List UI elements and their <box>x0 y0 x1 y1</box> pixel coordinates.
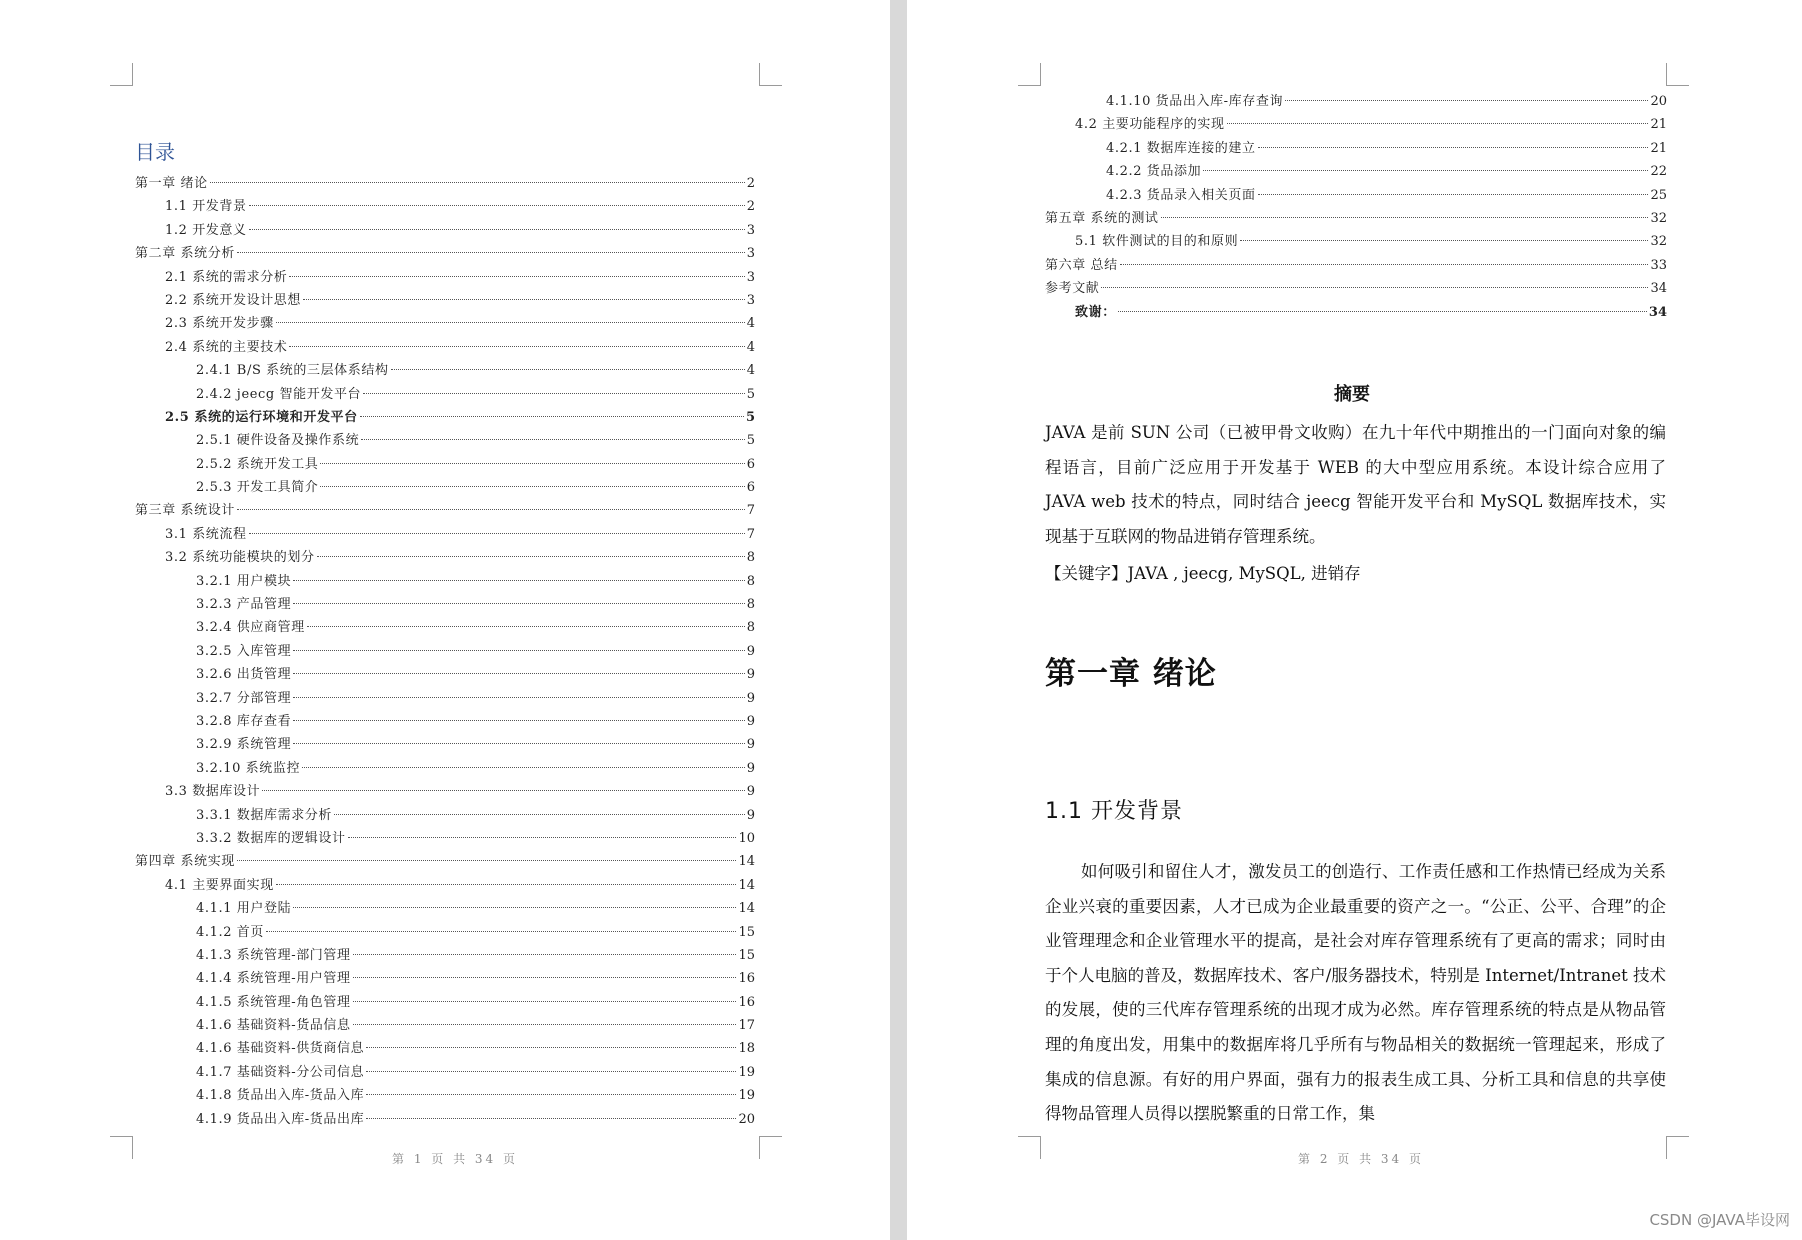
toc-entry[interactable] <box>135 710 755 733</box>
toc-entry[interactable] <box>135 593 755 616</box>
toc-dot-leader <box>1101 287 1648 288</box>
crop-mark <box>1018 1136 1041 1159</box>
toc-entry[interactable] <box>135 383 755 406</box>
toc-entry[interactable] <box>135 359 755 382</box>
toc-entry-title: 第六章 总结 <box>1045 257 1118 273</box>
toc-entry-title: 参考文献 <box>1045 281 1100 297</box>
toc-dot-leader <box>1227 123 1649 124</box>
toc-entry-page: 3 <box>746 222 755 238</box>
toc-dot-leader <box>293 907 736 908</box>
toc-dot-leader <box>293 603 745 604</box>
toc-entry-page: 9 <box>746 690 755 706</box>
toc-entry-page: 9 <box>746 713 755 729</box>
section-heading: 1.1 开发背景 <box>1045 799 1183 824</box>
toc-dot-leader <box>293 697 745 698</box>
abstract-text: JAVA 是前 SUN 公司（已被甲骨文收购）在九十年代中期推出的一门面向对象的编程语言，目前广泛应用于开发基于 WEB 的大中型应用系统。本设计综合应用了 JAVA web 技术的特点，同时结合 jeecg 智能开发平台和 MySQL 数据库技术，实现基于互联网的物品进销存管理系统。 <box>1045 423 1666 546</box>
toc-dot-leader <box>353 1001 737 1002</box>
toc-entry-page: 5 <box>746 433 755 449</box>
crop-mark <box>759 63 782 86</box>
toc-entry-page: 8 <box>746 573 755 589</box>
toc-entry-page: 3 <box>746 269 755 285</box>
toc-entry-page: 20 <box>1650 94 1667 109</box>
toc-entry[interactable] <box>135 453 755 476</box>
toc-entry-page: 15 <box>738 924 755 940</box>
table-of-contents <box>135 172 755 1131</box>
toc-entry[interactable] <box>135 406 755 429</box>
toc-dot-leader <box>1120 264 1649 265</box>
toc-entry-page: 32 <box>1650 210 1667 226</box>
toc-entry[interactable] <box>135 172 755 195</box>
toc-entry-title: 4.1.2 首页 <box>196 924 265 940</box>
toc-entry-title: 2.5 系统的运行环境和开发平台 <box>165 409 358 425</box>
toc-dot-leader <box>366 1094 736 1095</box>
toc-entry[interactable] <box>135 289 755 312</box>
toc-entry-page: 7 <box>746 503 755 519</box>
crop-mark <box>759 1136 782 1159</box>
toc-entry-page: 20 <box>738 1111 755 1127</box>
toc-entry[interactable] <box>1045 137 1667 160</box>
toc-entry-title: 3.3 数据库设计 <box>165 784 261 800</box>
page-footer: 第 1 页 共 34 页 <box>392 1152 518 1166</box>
toc-dot-leader <box>391 369 745 370</box>
toc-entry[interactable] <box>1045 113 1667 136</box>
toc-entry-page: 9 <box>746 643 755 659</box>
toc-entry-title: 2.3 系统开发步骤 <box>165 316 274 332</box>
toc-entry-page: 14 <box>738 877 755 893</box>
toc-dot-leader <box>293 650 745 651</box>
crop-mark <box>1666 63 1689 86</box>
toc-entry-title: 3.2.8 库存查看 <box>196 713 292 729</box>
toc-entry-page: 21 <box>1650 117 1667 133</box>
toc-entry-page: 9 <box>746 760 755 776</box>
toc-dot-leader <box>293 673 745 674</box>
toc-entry-title: 3.2.1 用户模块 <box>196 573 292 589</box>
toc-dot-leader <box>348 837 737 838</box>
toc-entry-title: 2.2 系统开发设计思想 <box>165 292 302 308</box>
toc-entry-page: 17 <box>738 1018 755 1034</box>
toc-entry-page: 8 <box>746 550 755 566</box>
toc-entry-page: 15 <box>738 947 755 963</box>
toc-entry[interactable] <box>135 476 755 499</box>
toc-dot-leader <box>366 1071 736 1072</box>
toc-entry-title: 4.1.7 基础资料-分公司信息 <box>196 1064 365 1080</box>
toc-entry-page: 4 <box>746 316 755 332</box>
toc-dot-leader <box>1203 170 1648 171</box>
toc-entry-page: 9 <box>746 737 755 753</box>
toc-entry-page: 7 <box>746 526 755 542</box>
toc-entry-title: 2.4.1 B/S 系统的三层体系结构 <box>196 363 389 379</box>
toc-dot-leader <box>302 767 745 768</box>
toc-entry-title: 2.5.1 硬件设备及操作系统 <box>196 433 360 449</box>
table-of-contents-continued <box>1045 90 1667 324</box>
toc-entry-page: 2 <box>746 176 755 191</box>
toc-entry[interactable] <box>135 991 755 1014</box>
toc-entry-page: 9 <box>746 784 755 800</box>
toc-entry[interactable] <box>135 663 755 686</box>
toc-entry-title: 3.2.3 产品管理 <box>196 597 292 613</box>
toc-dot-leader <box>366 1047 736 1048</box>
toc-entry[interactable] <box>1045 160 1667 183</box>
watermark: CSDN @JAVA毕设网 <box>1649 1211 1790 1229</box>
toc-entry-title: 4.1.6 基础资料-供货商信息 <box>196 1041 365 1057</box>
toc-dot-leader <box>303 299 745 300</box>
toc-entry-title: 4.1 主要界面实现 <box>165 877 274 893</box>
toc-entry-page: 4 <box>746 363 755 379</box>
toc-dot-leader <box>1118 311 1647 312</box>
toc-entry[interactable] <box>135 266 755 289</box>
toc-dot-leader <box>276 322 745 323</box>
toc-entry[interactable] <box>1045 301 1667 324</box>
toc-entry-title: 4.1.6 基础资料-货品信息 <box>196 1018 351 1034</box>
toc-dot-leader <box>293 720 745 721</box>
toc-entry[interactable] <box>135 499 755 522</box>
toc-dot-leader <box>366 1118 736 1119</box>
toc-entry-title: 3.1 系统流程 <box>165 526 247 542</box>
toc-entry[interactable] <box>135 897 755 920</box>
document-page-1 <box>0 0 890 1240</box>
toc-entry-title: 4.1.1 用户登陆 <box>196 901 292 917</box>
toc-entry-page: 18 <box>738 1041 755 1057</box>
toc-dot-leader <box>1258 147 1649 148</box>
toc-entry-title: 3.2.9 系统管理 <box>196 737 292 753</box>
toc-dot-leader <box>353 1024 737 1025</box>
toc-entry-title: 2.4 系统的主要技术 <box>165 339 288 355</box>
toc-entry-page: 34 <box>1650 281 1667 297</box>
toc-entry-title: 4.2 主要功能程序的实现 <box>1075 117 1225 133</box>
toc-entry-page: 8 <box>746 597 755 613</box>
toc-entry-page: 33 <box>1650 257 1667 273</box>
toc-entry[interactable] <box>1045 230 1667 253</box>
toc-entry-title: 第四章 系统实现 <box>135 854 235 870</box>
toc-entry-page: 2 <box>746 199 755 215</box>
toc-entry-title: 4.2.2 货品添加 <box>1106 164 1202 180</box>
toc-entry-title: 4.1.5 系统管理-角色管理 <box>196 994 351 1010</box>
chapter-heading: 第一章 绪论 <box>1045 656 1217 692</box>
toc-entry-page: 16 <box>738 971 755 987</box>
toc-entry[interactable] <box>135 1108 755 1131</box>
toc-entry-title: 4.2.1 数据库连接的建立 <box>1106 140 1256 156</box>
toc-entry[interactable] <box>135 967 755 990</box>
toc-entry[interactable] <box>1045 277 1667 300</box>
toc-entry-page: 9 <box>746 807 755 823</box>
toc-entry[interactable] <box>135 429 755 452</box>
toc-entry-page: 8 <box>746 620 755 636</box>
toc-dot-leader <box>1285 100 1648 101</box>
crop-mark <box>110 1136 133 1159</box>
toc-title: 目录 <box>135 140 175 164</box>
toc-entry-page: 10 <box>738 830 755 846</box>
toc-entry-title: 3.2.6 出货管理 <box>196 667 292 683</box>
toc-dot-leader <box>249 229 745 230</box>
toc-entry-title: 第五章 系统的测试 <box>1045 210 1159 226</box>
toc-entry-title: 1.1 开发背景 <box>165 199 247 215</box>
toc-entry-title: 2.5.2 系统开发工具 <box>196 456 319 472</box>
toc-dot-leader <box>289 276 744 277</box>
toc-dot-leader <box>1161 217 1649 218</box>
toc-entry-page: 4 <box>746 339 755 355</box>
toc-entry[interactable] <box>1045 184 1667 207</box>
toc-entry[interactable] <box>135 921 755 944</box>
toc-entry-title: 4.1.3 系统管理-部门管理 <box>196 947 351 963</box>
toc-entry-title: 1.2 开发意义 <box>165 222 247 238</box>
toc-dot-leader <box>360 416 744 417</box>
abstract-title: 摘要 <box>1334 384 1370 405</box>
toc-entry-page: 19 <box>738 1088 755 1104</box>
toc-entry-page: 5 <box>746 386 755 402</box>
toc-entry[interactable] <box>135 570 755 593</box>
toc-entry[interactable] <box>1045 90 1667 113</box>
toc-entry-title: 4.2.3 货品录入相关页面 <box>1106 187 1256 203</box>
toc-dot-leader <box>237 509 745 510</box>
toc-dot-leader <box>210 182 745 183</box>
toc-entry-page: 19 <box>738 1064 755 1080</box>
toc-dot-leader <box>293 580 745 581</box>
toc-entry[interactable] <box>135 733 755 756</box>
toc-entry-page: 5 <box>745 409 755 425</box>
toc-entry[interactable] <box>135 312 755 335</box>
toc-entry[interactable] <box>135 804 755 827</box>
toc-entry-page: 14 <box>738 854 755 870</box>
toc-entry-title: 第三章 系统设计 <box>135 503 235 519</box>
page-footer: 第 2 页 共 34 页 <box>1298 1152 1424 1166</box>
toc-entry[interactable] <box>135 757 755 780</box>
toc-entry-page: 25 <box>1650 187 1667 203</box>
toc-dot-leader <box>363 393 745 394</box>
toc-entry[interactable] <box>135 827 755 850</box>
page-gutter <box>890 0 907 1240</box>
toc-entry[interactable] <box>1045 254 1667 277</box>
toc-entry-title: 4.1.4 系统管理-用户管理 <box>196 971 351 987</box>
toc-dot-leader <box>289 346 744 347</box>
toc-entry[interactable] <box>135 1037 755 1060</box>
toc-entry-title: 第二章 系统分析 <box>135 246 235 262</box>
toc-dot-leader <box>276 884 737 885</box>
toc-dot-leader <box>353 977 737 978</box>
toc-entry-title: 2.5.3 开发工具简介 <box>196 480 319 496</box>
toc-entry[interactable] <box>135 523 755 546</box>
toc-entry-page: 22 <box>1650 164 1667 180</box>
toc-entry-page: 3 <box>746 246 755 262</box>
toc-entry-title: 3.3.2 数据库的逻辑设计 <box>196 830 346 846</box>
toc-entry[interactable] <box>135 687 755 710</box>
toc-dot-leader <box>293 743 745 744</box>
toc-entry[interactable] <box>135 242 755 265</box>
toc-entry[interactable] <box>135 219 755 242</box>
toc-entry[interactable] <box>135 944 755 967</box>
toc-dot-leader <box>320 463 744 464</box>
toc-entry-title: 4.1.9 货品出入库-货品出库 <box>196 1111 365 1127</box>
toc-entry-title: 3.2.7 分部管理 <box>196 690 292 706</box>
toc-entry-page: 32 <box>1650 234 1667 250</box>
toc-entry-title: 2.1 系统的需求分析 <box>165 269 288 285</box>
body-paragraph: 如何吸引和留住人才，激发员工的创造行、工作责任感和工作热情已经成为关系企业兴衰的重要因素，人才已成为企业最重要的资产之一。“公正、公平、合理”的企业管理理念和企业管理水平的提高，是社会对库存管理系统有了更高的需求；同时由于个人电脑的普及，数据库技术、客户/服务器技术，特别是 Internet/Intranet 技术的发展，使的三代库存管理系统的出现才成为必然。库存管理系统的特点是从物品管理的角度出发，用集中的数据库将几乎所有与物品相关的数据统一管理起来，形成了集成的信息源。有好的用户界面，强有力的报表生成工具、分析工具和信息的共享使得物品管理人员得以摆脱繁重的日常工作，集 <box>1045 862 1666 1124</box>
toc-entry-title: 致谢： <box>1075 304 1116 320</box>
toc-dot-leader <box>334 814 745 815</box>
toc-entry-title: 4.1.10 货品出入库-库存查询 <box>1106 94 1284 109</box>
toc-entry[interactable] <box>135 1084 755 1107</box>
toc-entry-title: 3.3.1 数据库需求分析 <box>196 807 333 823</box>
toc-dot-leader <box>320 486 744 487</box>
document-page-2 <box>907 0 1802 1240</box>
crop-mark <box>110 63 133 86</box>
toc-dot-leader <box>1258 194 1649 195</box>
toc-entry[interactable] <box>135 780 755 803</box>
toc-dot-leader <box>237 252 745 253</box>
toc-entry-page: 14 <box>738 901 755 917</box>
toc-dot-leader <box>317 556 745 557</box>
toc-dot-leader <box>237 860 737 861</box>
toc-entry-title: 4.1.8 货品出入库-货品入库 <box>196 1088 365 1104</box>
toc-entry[interactable] <box>135 850 755 873</box>
toc-entry-page: 6 <box>746 480 755 496</box>
toc-entry[interactable] <box>135 546 755 569</box>
toc-dot-leader <box>262 790 745 791</box>
toc-dot-leader <box>1240 240 1648 241</box>
toc-entry-page: 21 <box>1650 140 1667 156</box>
toc-entry[interactable] <box>135 1061 755 1084</box>
toc-entry-page: 9 <box>746 667 755 683</box>
toc-entry-title: 3.2.5 入库管理 <box>196 643 292 659</box>
toc-dot-leader <box>361 439 745 440</box>
toc-entry[interactable] <box>135 874 755 897</box>
toc-entry[interactable] <box>135 336 755 359</box>
toc-dot-leader <box>266 931 736 932</box>
toc-dot-leader <box>353 954 737 955</box>
toc-entry[interactable] <box>135 616 755 639</box>
toc-entry[interactable] <box>135 1014 755 1037</box>
toc-dot-leader <box>249 205 745 206</box>
toc-entry-title: 5.1 软件测试的目的和原则 <box>1075 234 1239 250</box>
toc-entry-page: 3 <box>746 292 755 308</box>
toc-entry[interactable] <box>135 195 755 218</box>
toc-entry-title: 第一章 绪论 <box>135 176 208 191</box>
toc-dot-leader <box>249 533 745 534</box>
crop-mark <box>1018 63 1041 86</box>
toc-entry-page: 34 <box>1648 304 1667 320</box>
toc-entry-title: 3.2 系统功能模块的划分 <box>165 550 315 566</box>
toc-entry-title: 2.4.2 jeecg 智能开发平台 <box>196 386 362 402</box>
keywords-line: 【关键字】JAVA , jeecg, MySQL, 进销存 <box>1045 564 1361 583</box>
toc-entry-title: 3.2.10 系统监控 <box>196 760 301 776</box>
crop-mark <box>1666 1136 1689 1159</box>
toc-entry-page: 6 <box>746 456 755 472</box>
toc-entry-page: 16 <box>738 994 755 1010</box>
toc-entry[interactable] <box>1045 207 1667 230</box>
toc-entry[interactable] <box>135 640 755 663</box>
toc-dot-leader <box>307 626 745 627</box>
toc-entry-title: 3.2.4 供应商管理 <box>196 620 305 636</box>
